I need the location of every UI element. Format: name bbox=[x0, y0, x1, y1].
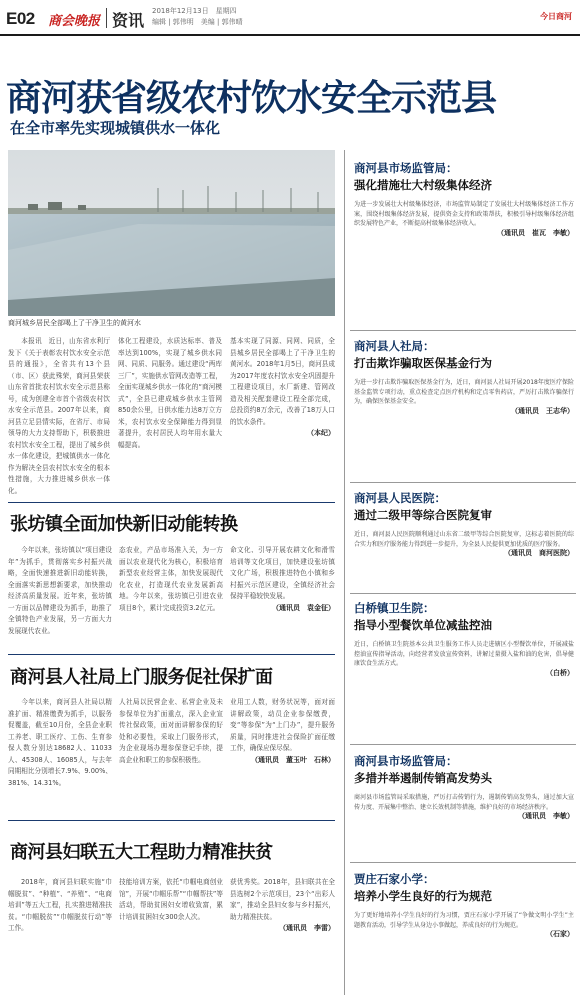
brief-rule bbox=[350, 482, 576, 483]
story4-byline: （通讯员 李雷） bbox=[279, 924, 335, 932]
section-name: 资讯 bbox=[112, 11, 145, 30]
photo-caption: 商河城乡居民全部喝上了干净卫生的黄河水 bbox=[8, 319, 141, 327]
brief-text: 商河县市场监管局采取措施，严厉打击传销行为，遏制传销高发势头，通过加大宣传力度、开展集中整治、建立长效机制等措施，维护良好的市场经济秩序。 bbox=[354, 794, 574, 811]
story3-column-2 bbox=[119, 697, 223, 807]
story2-column-3 bbox=[230, 545, 335, 647]
brief-text: 为进一步发展壮大村级集体经济，市场监管局制定了发展壮大村级集体经济工作方案，围绕村级集体经济发展，提供资金支持和政策帮扶，积极引导村级集体经济组织发展特色产业，不断提高村级集体经济收入。 bbox=[354, 201, 574, 227]
lead-text-3: 基本实现了同源、同网、同质，全县城乡居民全部喝上了干净卫生的黄河水。2018年1月5日，商河县成为2017年度农村饮水安全巩固提升工程建设项目，水厂新建、管网改造及相关配套建设工程全部完成，总投资约8万余元，改善了18万人口的饮水条件。 bbox=[230, 337, 335, 426]
brief-byline: （通讯员 李敏） bbox=[518, 812, 574, 820]
story3-byline: （通讯员 董玉叶 石林） bbox=[251, 755, 335, 764]
brief-title: 多措并举遏制传销高发势头 bbox=[354, 771, 492, 785]
story3-text-1: 今年以来，商河县人社局以精准扩面、精准缴费为抓手，以服务促覆盖，截至10月份，全县企业职工养老、职工医疗、工伤、生育参保人数分别达18682人、11033人、45308人、16085人，与去年同期相比分别增长7.9%、9.00%、381%、14.31%。 bbox=[8, 698, 112, 787]
brief-text: 近日，白桥镇卫生院基本公共卫生服务工作人员走进辖区小型餐饮单位，开展减盐控油宣传指导活动，向经营者发放宣传资料，讲解过量摄入盐和油的危害，倡导健康饮食生活方式。 bbox=[354, 641, 574, 667]
brief-title: 培养小学生良好的行为规范 bbox=[354, 889, 492, 903]
story4-text-1: 2018年，商河县妇联实施“巾帼脱贫”、“种植”、“养殖”、“电商培训”等五大工程，扎实推进精准扶贫。“巾帼脱贫”“巾帼脱贫行动”等工作。 bbox=[8, 878, 112, 932]
editor-credits: 编辑 | 郭伟明 美编 | 郭伟晴 bbox=[152, 18, 243, 26]
brief-text: 为了更好地培养小学生良好的行为习惯，贾庄石家小学开展了“争做文明小学生”主题教育活动，引导学生从身边小事做起，养成良好的行为规范。 bbox=[354, 912, 574, 929]
brief-kicker: 商河县市场监管局： bbox=[354, 161, 458, 175]
story2-column-2 bbox=[119, 545, 223, 647]
brief-title: 打击欺诈骗取医保基金行为 bbox=[354, 356, 492, 370]
lead-column-2 bbox=[118, 336, 222, 496]
brief-title: 强化措施壮大村级集体经济 bbox=[354, 178, 492, 192]
story4-text-3: 获优秀奖。2018年，县妇联共在全县选树2个示范项目，23个“出彩人家”，推动全县妇女参与乡村振兴，助力精准扶贫。 bbox=[230, 878, 335, 921]
story4-column-1 bbox=[8, 877, 112, 991]
sidebar-divider bbox=[344, 150, 345, 995]
section-rule bbox=[8, 654, 335, 655]
story4-headline: 商河县妇联五大工程助力精准扶贫 bbox=[10, 842, 273, 863]
story3-text-2: 人社局以民营企业、私营企业及未参保单位为扩面重点，深入企业宣传社保政策，面对面讲解参保的好处和必要性，采取上门服务形式，为企业现场办理参保登记手续，提高企业和职工的参保积极性。 bbox=[119, 698, 223, 764]
issue-date: 2018年12月13日 星期四 bbox=[152, 7, 237, 15]
story4-text-2: 技能培训方案，依托“巾帼电商创业馆”，开展“巾帼乐帮”“巾帼帮扶”等活动，帮助贫困妇女增收致富，累计培训贫困妇女300余人次。 bbox=[119, 878, 223, 921]
brief-title: 通过二级甲等综合医院复审 bbox=[354, 508, 492, 522]
story2-text-2: 态农业，产品市场准入关，为一方面以农业现代化为核心，积极培育新型农业经营主体，加快发展现代化农业，打造现代农业发展新高地。今年以来，张坊镇已引进农业项目8个，累计完成投资3.2亿元。 bbox=[119, 546, 223, 612]
story4-column-3 bbox=[230, 877, 335, 991]
brief-byline: （白桥） bbox=[546, 668, 574, 677]
lead-byline: （本纪） bbox=[307, 429, 335, 437]
story3-text-3: 业用工人数，财务状况等，面对面讲解政策，动员企业参保缴费，变“等参保”为“上门办”，提升服务质量，同时推进社会保险扩面征缴工作，确保应保尽保。 bbox=[230, 698, 335, 752]
story2-text-3: 命文化、引导开展农耕文化和滑雪培训等文化项目，加快建设张坊镇文化广场，积极推进特色小镇和乡村振兴示范区建设，全镇经济社会保持平稳较快发展。 bbox=[230, 546, 335, 600]
brief-text: 为进一步打击欺诈骗取医保基金行为，近日，商河县人社局开展2018年度医疗保险基金监管专项行动，重点检查定点医疗机构和定点零售药店，严厉打击欺诈骗保行为，确保医保基金安全。 bbox=[354, 379, 574, 405]
brief-kicker: 商河县人民医院： bbox=[354, 491, 446, 505]
brief-byline: （通讯员 王志华） bbox=[511, 406, 574, 415]
story2-text-1: 今年以来，张坊镇以“项目建设年”为抓手，贯彻落实乡村振兴战略，全面快速推进新旧动能转换，全面落实新思想新要求，加快推动经济高质量发展。近年来，张坊镇一方面以品牌建设为抓手，助推了全镇特色产业发展，另一方面大力发展现代农业。 bbox=[8, 546, 112, 635]
lead-subhead: 在全市率先实现城镇供水一体化 bbox=[10, 119, 221, 137]
brief-byline: （通讯员 崔瓦 李敏） bbox=[497, 228, 574, 237]
brief-kicker: 白桥镇卫生院： bbox=[354, 601, 435, 615]
story2-headline: 张坊镇全面加快新旧动能转换 bbox=[10, 514, 238, 535]
brief-kicker: 贾庄石家小学： bbox=[354, 872, 435, 886]
lead-headline: 商河获省级农村饮水安全示范县 bbox=[6, 78, 497, 119]
lead-photo bbox=[8, 150, 335, 316]
brief-kicker: 商河县市场监管局： bbox=[354, 754, 458, 768]
lead-column-1 bbox=[8, 336, 110, 496]
brief-kicker: 商河县人社局： bbox=[354, 339, 435, 353]
story2-byline: （通讯员 袁金征） bbox=[272, 603, 335, 612]
page-header bbox=[0, 0, 580, 36]
lead-column-3 bbox=[230, 336, 335, 496]
story2-column-1 bbox=[8, 545, 112, 647]
column-tag: 今日商河 bbox=[540, 12, 572, 21]
brief-rule bbox=[350, 744, 576, 745]
lead-text-1: 本报讯 近日，山东省水利厅发下《关于表彰农村饮水安全示范县的通报》，全省共有13个县（市、区）获此殊荣，商河县荣获山东省首批农村饮水安全示范县称号，成为创建全市首个省级农村饮水安全示范县。2007年以来，商河县立足县情实际，在省厅、市局领导的大力支持帮助下，积极推进农村饮水安全工程，提出了城乡供水一体化建设，把城镇供水一体化作为解决全县农村饮水安全的根本性措施，大力推进城乡供水一体化。 bbox=[8, 337, 110, 495]
brief-rule bbox=[350, 862, 576, 863]
story4-column-2 bbox=[119, 877, 223, 991]
header-divider bbox=[106, 8, 107, 28]
brief-rule bbox=[350, 593, 576, 594]
brief-byline: （通讯员 商河医院） bbox=[504, 549, 574, 557]
story3-column-1 bbox=[8, 697, 112, 807]
brief-text: 近日，商河县人民医院顺利通过山东省二级甲等综合医院复审，这标志着医院的综合实力和医疗服务能力得到进一步提升，为全县人民提供更加优质的医疗服务。 bbox=[354, 531, 574, 548]
page-number: E02 bbox=[6, 9, 35, 28]
brief-rule bbox=[350, 330, 576, 331]
section-rule bbox=[8, 820, 335, 821]
story3-headline: 商河县人社局上门服务促社保扩面 bbox=[10, 667, 273, 688]
lead-text-2: 体化工程建设，水质达标率、普及率达到100%，实现了城乡供水同网、同质、同服务。通过建设“两库三厂”，实施供水管网改造等工程，全面实现城乡供水一体化的“商河模式”，全县已建成城乡供水主管网850余公里，日供水能力达8万立方米，农村饮水安全保障能力得到显著提升，农村居民人均年用水量大幅提高。 bbox=[118, 337, 222, 449]
story3-column-3 bbox=[230, 697, 335, 807]
brief-title: 指导小型餐饮单位减盐控油 bbox=[354, 618, 492, 632]
section-rule bbox=[8, 502, 335, 503]
brief-byline: （石家） bbox=[546, 930, 574, 938]
newspaper-logo: 商会晚报 bbox=[48, 14, 101, 29]
